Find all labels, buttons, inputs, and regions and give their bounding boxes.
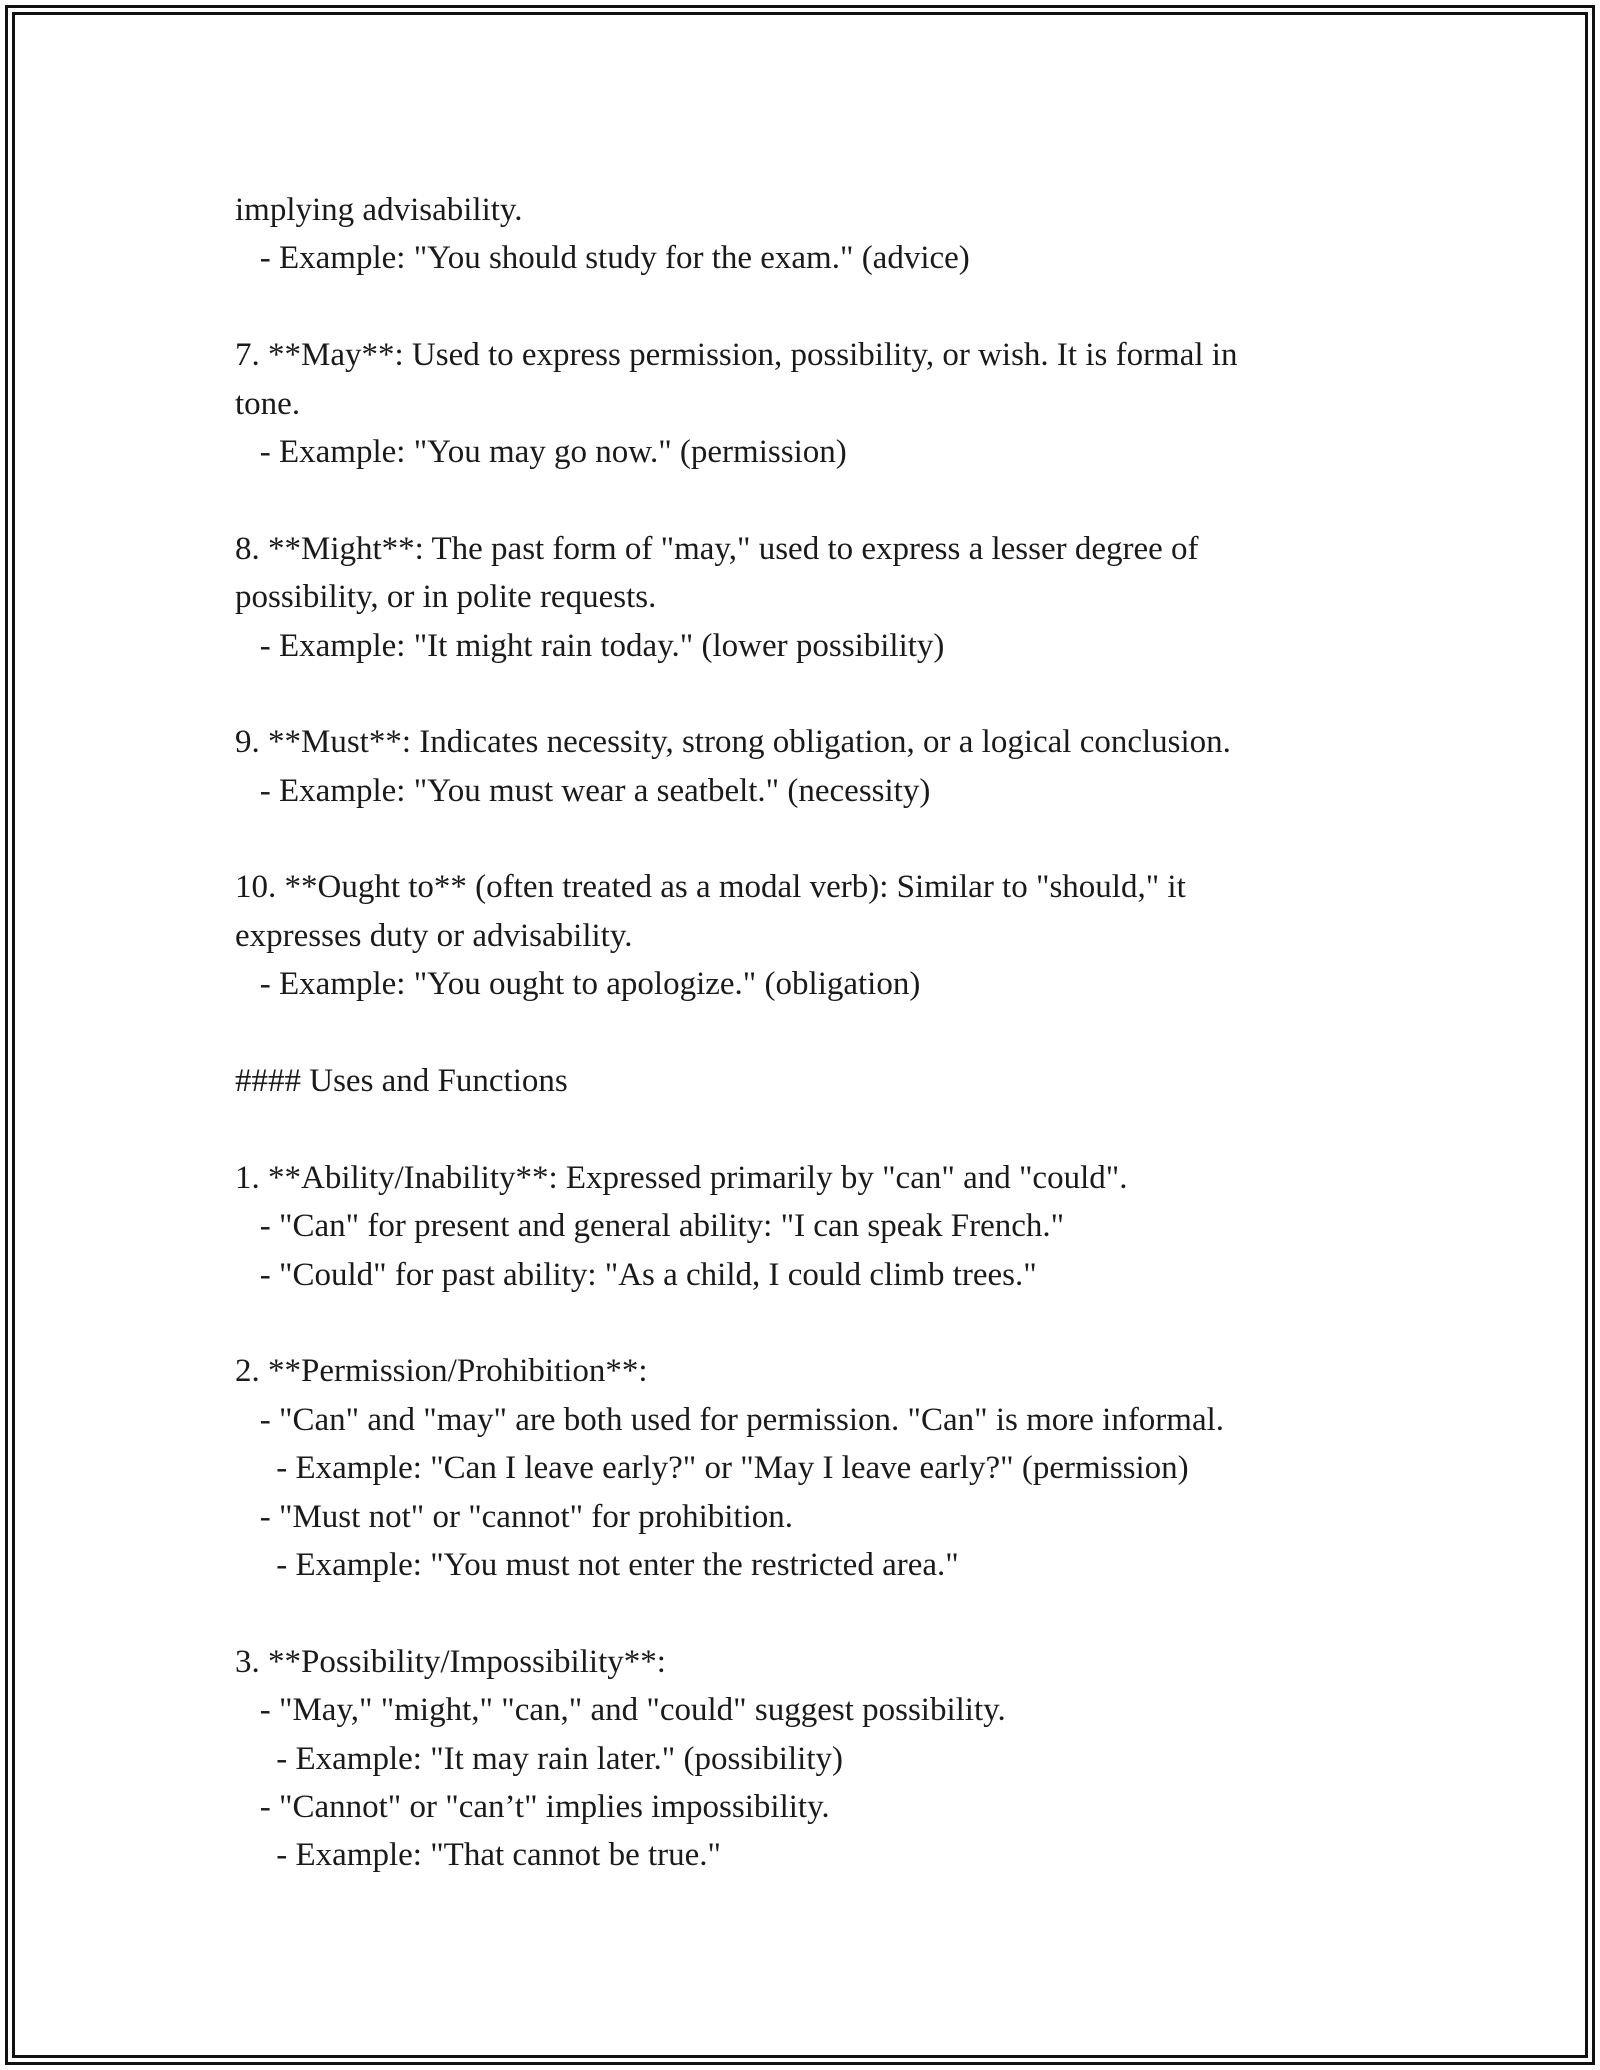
sub-item: - "Can" and "may" are both used for permission. "Can" is more informal.	[235, 1401, 1225, 1438]
blank-line	[235, 815, 1385, 863]
list-item-ability: 1. **Ability/Inability**: Expressed primarily by "can" and "could".	[235, 1159, 1128, 1196]
sub-item: - "May," "might," "can," and "could" suggest possibility.	[235, 1692, 1006, 1729]
example-line: - Example: "It might rain today." (lower possibility)	[235, 627, 945, 664]
blank-line	[235, 1009, 1385, 1057]
example-line: - Example: "It may rain later." (possibility)	[235, 1740, 843, 1777]
blank-line	[235, 1589, 1385, 1637]
example-line: - Example: "That cannot be true."	[235, 1837, 722, 1874]
text-line: expresses duty or advisability.	[235, 917, 633, 954]
blank-line	[235, 670, 1385, 718]
example-line: - Example: "You must not enter the restricted area."	[235, 1546, 959, 1583]
sub-item: - "Could" for past ability: "As a child, I could climb trees."	[235, 1256, 1037, 1293]
example-line: - Example: "Can I leave early?" or "May I leave early?" (permission)	[235, 1450, 1189, 1487]
list-item-may: 7. **May**: Used to express permission, possibility, or wish. It is formal in	[235, 337, 1238, 374]
section-heading: #### Uses and Functions	[235, 1063, 568, 1100]
blank-line	[235, 1105, 1385, 1153]
sub-item: - "Can" for present and general ability: "I can speak French."	[235, 1208, 1065, 1245]
blank-line	[235, 1299, 1385, 1347]
document-body	[235, 186, 1385, 1880]
text-line: implying advisability.	[235, 192, 523, 228]
blank-line	[235, 283, 1385, 331]
sub-item: - "Must not" or "cannot" for prohibition.	[235, 1498, 793, 1535]
list-item-ought-to: 10. **Ought to** (often treated as a modal verb): Similar to "should," it	[235, 869, 1186, 906]
sub-item: - "Cannot" or "can’t" implies impossibility.	[235, 1788, 830, 1825]
text-line: possibility, or in polite requests.	[235, 579, 657, 616]
text-line: - Example: "You should study for the exam." (advice)	[235, 240, 970, 277]
text-line: tone.	[235, 385, 301, 422]
list-item-must: 9. **Must**: Indicates necessity, strong obligation, or a logical conclusion.	[235, 724, 1231, 761]
example-line: - Example: "You must wear a seatbelt." (necessity)	[235, 772, 931, 809]
example-line: - Example: "You ought to apologize." (obligation)	[235, 966, 921, 1003]
example-line: - Example: "You may go now." (permission)	[235, 433, 847, 470]
list-item-possibility: 3. **Possibility/Impossibility**:	[235, 1643, 666, 1680]
list-item-might: 8. **Might**: The past form of "may," used to express a lesser degree of	[235, 530, 1199, 567]
blank-line	[235, 476, 1385, 524]
list-item-permission: 2. **Permission/Prohibition**:	[235, 1353, 648, 1390]
